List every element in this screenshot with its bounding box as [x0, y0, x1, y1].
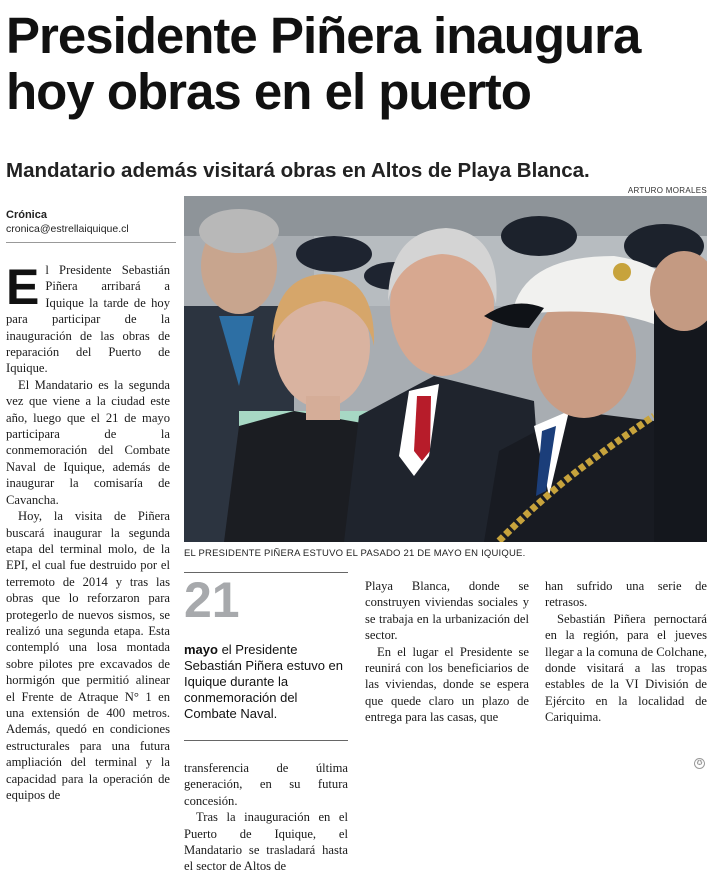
paragraph-5-continued: han sufrido una serie de retrasos. — [545, 579, 707, 610]
pull-quote-rule-bottom — [184, 740, 348, 741]
paragraph-6: Sebastián Piñera pernoctará en la región, para el jueves llegar a la comuna de Colchane, donde visitará a las tropas estables de la VI División de Ejército en la localidad de Cariquima. — [545, 611, 707, 725]
paragraph-4: Tras la inauguración en el Puerto de Iquique, el Mandatario se trasladará hasta el sector de Altos de — [184, 810, 348, 874]
paragraph-1: l Presidente Sebastián Piñera arribará a Iquique la tarde de hoy para participar de la inauguración de las obras de reparación del Puerto de Iquique. — [6, 263, 170, 376]
article-end-icon: ✪ — [694, 758, 705, 769]
paragraph-3-continued: transferencia de última generación, en su futura concesión. — [184, 761, 348, 808]
article-column-3 — [365, 578, 529, 726]
paragraph-4-continued: Playa Blanca, donde se construyen viviendas sociales y se trabaja en la urbanización del sector. — [365, 579, 529, 643]
pull-quote-text: el Presidente Sebastián Piñera estuvo en Iquique durante la conmemoración del Combate Naval. — [184, 642, 343, 721]
subheadline: Mandatario además visitará obras en Altos de Playa Blanca. — [6, 159, 590, 182]
photo-credit: ARTURO MORALES — [627, 186, 707, 195]
byline-divider — [6, 242, 176, 243]
pull-quote — [184, 642, 348, 722]
paragraph-3: Hoy, la visita de Piñera buscará inaugurar la segunda etapa del terminal molo, de la EPI, el cual fue destruido por el terremoto de 2014 y tras las obras que lo reforzaron para protegerlo de nuevos sismos, se realizó una segunda etapa. Esta contempló una losa montada sobre pilotes pre excavados de hormigón que permitió alinear el Frente de Atraque N° 1 en una extensión de 400 metros. Además, quedó en condiciones estructurales para una futura ampliación del terminal y la capacidad para la operación de equipos de — [6, 509, 170, 802]
article-photo — [184, 196, 707, 542]
article-column-2 — [184, 760, 348, 875]
paragraph-2: El Mandatario es la segunda vez que viene a la ciudad este año, luego que el 21 de mayo participara de la conmemoración del Combate Naval de Iquique, además de inaugurar la comisaría de Cavancha. — [6, 377, 170, 507]
photo-caption: EL PRESIDENTE PIÑERA ESTUVO EL PASADO 21 DE MAYO EN IQUIQUE. — [184, 548, 526, 559]
pull-quote-lead: mayo — [184, 642, 218, 657]
byline-section: Crónica — [6, 209, 47, 221]
article-column-1 — [6, 259, 170, 803]
pull-quote-number: 21 — [184, 572, 240, 628]
paragraph-5: En el lugar el Presidente se reunirá con los beneficiarios de las viviendas, donde se espera que quede claro un plazo de entrega para las casas, que — [365, 644, 529, 725]
article-column-4 — [545, 578, 707, 726]
headline: Presidente Piñera inaugura hoy obras en el puerto — [6, 7, 641, 120]
byline-email: cronica@estrellaiquique.cl — [6, 223, 129, 235]
drop-cap: E — [6, 259, 40, 315]
